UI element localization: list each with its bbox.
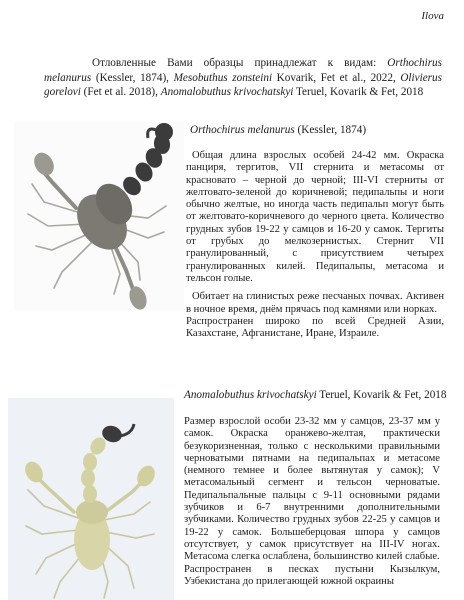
species-title-anomalobuthus xyxy=(184,389,452,403)
intro-species-name: Mesobuthus zonsteini xyxy=(173,71,273,84)
scorpion-photo-orthochirus xyxy=(14,122,184,310)
species-name: Anomalobuthus krivochatskyi xyxy=(184,389,317,401)
intro-species-author: (Kessler, 1874), xyxy=(91,71,174,84)
intro-species-name: Anomalobuthus krivochatskyi xyxy=(160,86,294,99)
species-description-orthochirus xyxy=(186,150,444,340)
species-author: (Kessler, 1874) xyxy=(294,124,367,136)
intro-species-author: Kovarik, Fet et al., 2022, xyxy=(272,71,401,84)
intro-species-name: Orthochirus melanurus xyxy=(44,57,442,84)
intro-species-author: Teruel, Kovarik & Fet, 2018 xyxy=(293,86,424,99)
distribution-paragraph: Распространен широко по всей Средней Азии, Казахстане, Афганистане, Иране, Израиле. xyxy=(186,315,444,340)
species-title-orthochirus xyxy=(190,124,450,138)
species-description-anomalobuthus xyxy=(184,416,440,588)
species-author: Teruel, Kovarik & Fet, 2018 xyxy=(316,389,447,401)
species-name: Orthochirus melanurus xyxy=(190,124,295,136)
intro-paragraph xyxy=(44,56,442,100)
description-paragraph: Размер взрослой особи 23-32 мм у самцов, 23-37 мм у самок. Окраска оранжево-желтая, практически безукоризненная, только с несколькими правильными черноватыми пятнами на педипальпах и метасоме (немного темнее и более вытянутая у самок); V метасомальный сегмент и тельсон черноватые. Педипальпальные пальцы с 9-11 основными рядами зубчиков и 6-7 внутренними дополнительными зубчиками. Количество грудных зубов 22-25 у самцов и 19-22 у самок. Большеберцовая шпора у самцов отсутствует, у самок присутствует на III-IV ногах. Метасома слегка ослаблена, большинство килей слабые. xyxy=(184,416,440,563)
intro-species-name: Olivierus gorelovi xyxy=(44,71,442,99)
page-label: Ilova xyxy=(421,10,444,22)
distribution-paragraph: Распространен в песках пустыни Кызылкум, Узбекистана до прилегающей южной окраины xyxy=(184,563,440,587)
intro-lead: Отловленные Вами образцы принадлежат к видам: xyxy=(92,57,388,69)
scorpion-photo-anomalobuthus xyxy=(8,398,174,600)
habitat-paragraph: Обитает на глинистых реже песчаных почвах. Активен в ночное время, днём прячась под камнями или норках. xyxy=(186,291,444,315)
intro-species-author: (Fet et al. 2018), xyxy=(80,86,161,99)
description-paragraph: Общая длина взрослых особей 24-42 мм. Окраска панциря, тергитов, VII стернита и метасомы от красновато – черной до черной; III-VI стерниты от желтовато-зеленой до коричневой; педипальпы и ноги обычно желтые, но иногда часть педипальп могут быть от желтовато-коричневого до черного цвета. Количество грудных зубов 19-22 у самцов и 16-20 у самок. Тергиты от грубых до мелкозернистых. Стернит VII гранулированный, с присутствием четырех гранулированных килей. Педипальпы, метасома и тельсон голые. xyxy=(186,150,444,284)
